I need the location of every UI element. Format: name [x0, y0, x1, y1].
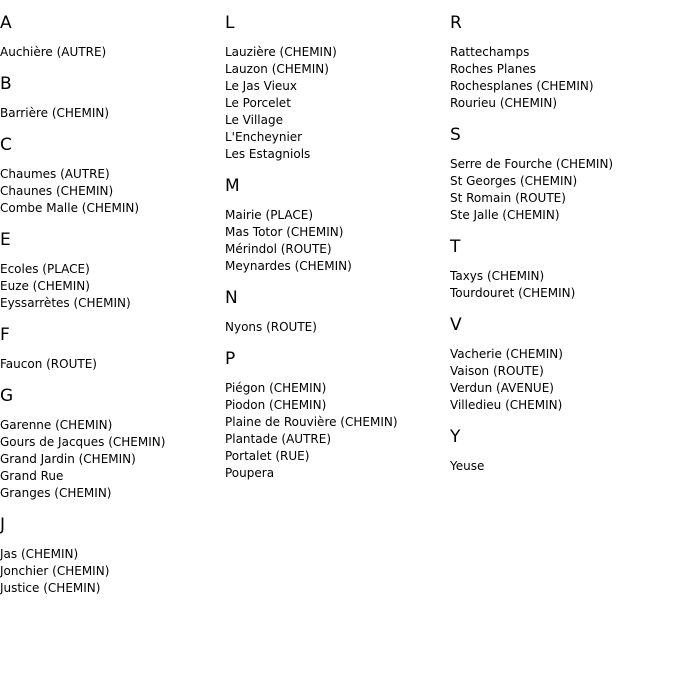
street-item[interactable]: Combe Malle (CHEMIN) — [0, 201, 140, 215]
street-item[interactable]: Faucon (ROUTE) — [0, 357, 97, 371]
street-item[interactable]: Gours de Jacques (CHEMIN) — [0, 435, 166, 449]
street-item[interactable]: Yeuse — [450, 459, 485, 473]
street-item[interactable]: Chaumes (AUTRE) — [0, 167, 110, 181]
street-item[interactable]: Vaison (ROUTE) — [450, 364, 544, 378]
street-list — [450, 44, 675, 112]
letter-group — [225, 176, 450, 275]
street-list — [0, 417, 225, 502]
street-item[interactable]: Mérindol (ROUTE) — [225, 242, 332, 256]
street-item[interactable]: Piodon (CHEMIN) — [225, 398, 327, 412]
letter-heading: G — [0, 386, 14, 406]
street-list — [225, 207, 450, 275]
letter-heading: A — [0, 13, 12, 33]
street-item[interactable]: Rochesplanes (CHEMIN) — [450, 79, 594, 93]
street-list — [225, 380, 450, 482]
street-item[interactable]: L'Encheynier — [225, 130, 303, 144]
letter-heading: F — [0, 325, 10, 345]
street-item[interactable]: Grand Jardin (CHEMIN) — [0, 452, 136, 466]
street-item[interactable]: Justice (CHEMIN) — [0, 581, 101, 595]
letter-group — [0, 325, 225, 373]
street-item[interactable]: Euze (CHEMIN) — [0, 279, 90, 293]
street-item[interactable]: Tourdouret (CHEMIN) — [450, 286, 576, 300]
letter-heading: V — [450, 315, 462, 335]
street-item[interactable]: Plantade (AUTRE) — [225, 432, 332, 446]
street-list — [225, 319, 450, 336]
letter-heading: N — [225, 288, 238, 308]
street-item[interactable]: Roches Planes — [450, 62, 536, 76]
street-item[interactable]: Plaine de Rouvière (CHEMIN) — [225, 415, 398, 429]
letter-group — [0, 74, 225, 122]
letter-group — [0, 230, 225, 312]
letter-heading: C — [0, 135, 12, 155]
letter-heading: Y — [450, 427, 461, 447]
letter-group — [225, 13, 450, 163]
street-list — [0, 166, 225, 217]
street-item[interactable]: Ecoles (PLACE) — [0, 262, 90, 276]
street-list — [450, 268, 675, 302]
letter-group — [0, 135, 225, 217]
street-item[interactable]: Barrière (CHEMIN) — [0, 106, 110, 120]
street-item[interactable]: Les Estagniols — [225, 147, 311, 161]
street-list — [0, 105, 225, 122]
letter-group — [450, 125, 675, 224]
letter-heading: B — [0, 74, 12, 94]
letter-heading: P — [225, 349, 236, 369]
street-item[interactable]: Mairie (PLACE) — [225, 208, 314, 222]
letter-heading: E — [0, 230, 11, 250]
street-item[interactable]: Jas (CHEMIN) — [0, 547, 79, 561]
street-item[interactable]: Poupera — [225, 466, 275, 480]
street-item[interactable]: Meynardes (CHEMIN) — [225, 259, 352, 273]
street-item[interactable]: Jonchier (CHEMIN) — [0, 564, 110, 578]
street-item[interactable]: Ste Jalle (CHEMIN) — [450, 208, 560, 222]
letter-group — [450, 315, 675, 414]
street-item[interactable]: Rourieu (CHEMIN) — [450, 96, 558, 110]
street-item[interactable]: Taxys (CHEMIN) — [450, 269, 545, 283]
street-list — [450, 156, 675, 224]
letter-heading: J — [0, 515, 6, 535]
letter-group — [450, 427, 675, 475]
street-item[interactable]: Le Village — [225, 113, 283, 127]
letter-group — [0, 386, 225, 502]
street-list — [0, 44, 225, 61]
letter-group — [450, 237, 675, 302]
letter-group — [225, 349, 450, 482]
street-item[interactable]: Portalet (RUE) — [225, 449, 310, 463]
street-item[interactable]: Auchière (AUTRE) — [0, 45, 107, 59]
street-item[interactable]: Eyssarrètes (CHEMIN) — [0, 296, 131, 310]
street-item[interactable]: Le Jas Vieux — [225, 79, 297, 93]
street-item[interactable]: Rattechamps — [450, 45, 530, 59]
index-column-2 — [225, 0, 450, 482]
street-item[interactable]: Lauzon (CHEMIN) — [225, 62, 329, 76]
letter-heading: L — [225, 13, 235, 33]
letter-group — [225, 288, 450, 336]
street-item[interactable]: St Romain (ROUTE) — [450, 191, 566, 205]
street-list — [0, 546, 225, 597]
street-list — [0, 356, 225, 373]
street-list — [450, 346, 675, 414]
street-item[interactable]: Piégon (CHEMIN) — [225, 381, 327, 395]
letter-heading: M — [225, 176, 240, 196]
letter-heading: T — [450, 237, 461, 257]
street-item[interactable]: Mas Totor (CHEMIN) — [225, 225, 344, 239]
index-column-3 — [450, 0, 675, 475]
street-item[interactable]: Chaunes (CHEMIN) — [0, 184, 114, 198]
street-item[interactable]: Verdun (AVENUE) — [450, 381, 554, 395]
letter-heading: R — [450, 13, 462, 33]
street-list — [450, 458, 675, 475]
street-list — [225, 44, 450, 163]
index-column-1 — [0, 0, 225, 597]
street-item[interactable]: Grand Rue — [0, 469, 64, 483]
street-list — [0, 261, 225, 312]
street-item[interactable]: Lauzière (CHEMIN) — [225, 45, 337, 59]
street-item[interactable]: St Georges (CHEMIN) — [450, 174, 578, 188]
street-item[interactable]: Le Porcelet — [225, 96, 291, 110]
letter-heading: S — [450, 125, 461, 145]
letter-group — [0, 515, 225, 597]
street-item[interactable]: Nyons (ROUTE) — [225, 320, 317, 334]
street-item[interactable]: Serre de Fourche (CHEMIN) — [450, 157, 614, 171]
street-item[interactable]: Villedieu (CHEMIN) — [450, 398, 563, 412]
street-item[interactable]: Garenne (CHEMIN) — [0, 418, 113, 432]
letter-group — [0, 13, 225, 61]
letter-group — [450, 13, 675, 112]
street-item[interactable]: Granges (CHEMIN) — [0, 486, 112, 500]
street-item[interactable]: Vacherie (CHEMIN) — [450, 347, 563, 361]
